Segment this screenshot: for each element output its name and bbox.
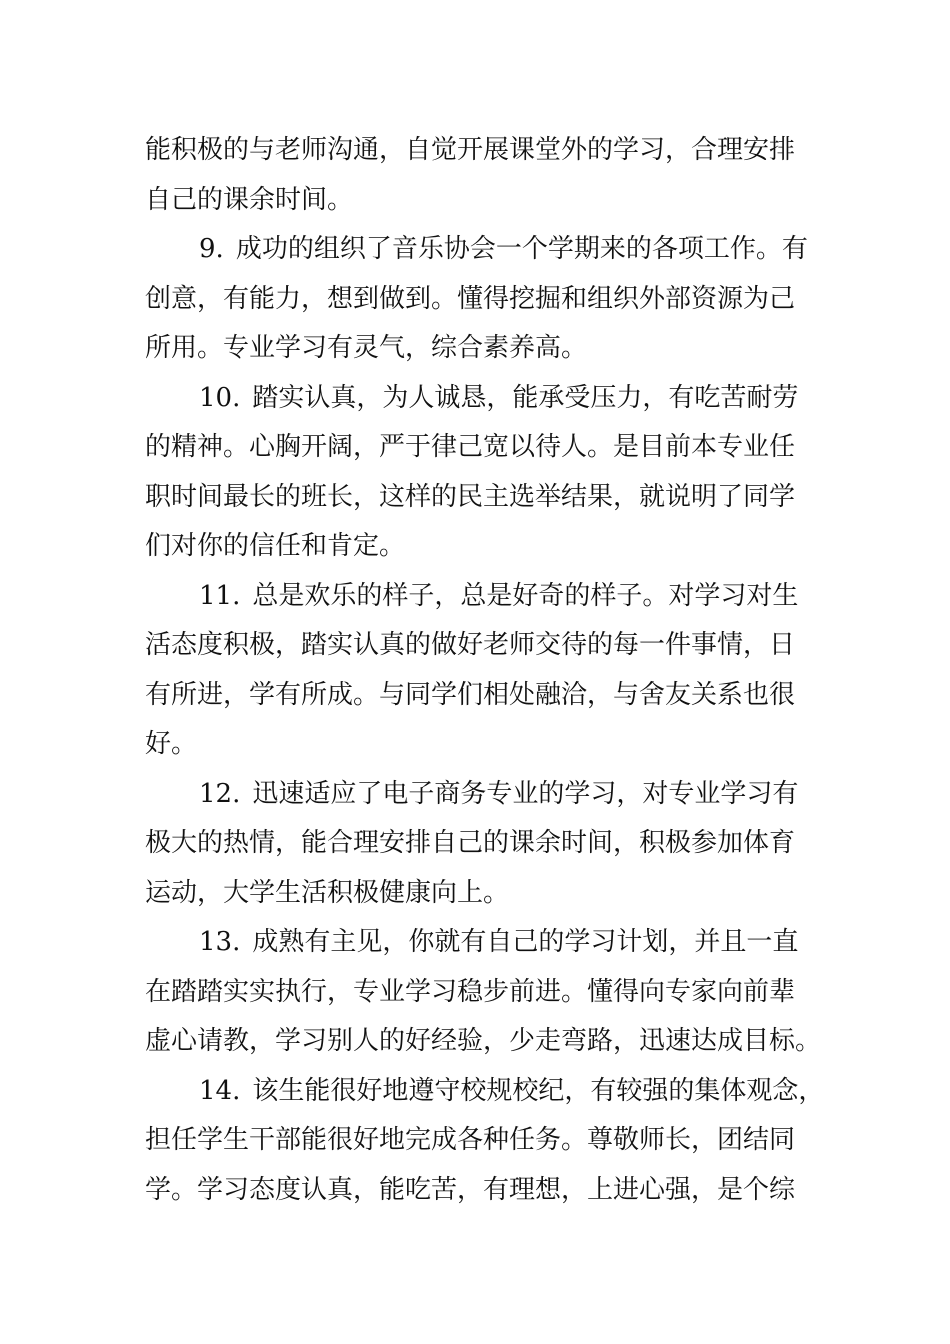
text-line-content: 迅速适应了电子商务专业的学习，对专业学习有	[252, 778, 799, 809]
paragraph-item-14	[145, 1067, 825, 1216]
text-line: 担任学生干部能很好地完成各种任务。尊敬师长，团结同	[145, 1125, 796, 1155]
text-line-content: 成功的组织了音乐协会一个学期来的各项工作。有	[235, 234, 808, 264]
text-line: 的精神。心胸开阔，严于律己宽以待人。是目前本专业任	[145, 432, 796, 462]
paragraph-continuation	[145, 126, 825, 225]
item-number: 10.	[199, 382, 241, 413]
paragraph-item-9	[145, 225, 825, 374]
text-line: 虚心请教，学习别人的好经验，少走弯路，迅速达成目标。	[145, 1026, 822, 1056]
text-line: 学。学习态度认真，能吃苦，有理想，上进心强，是个综	[145, 1174, 796, 1205]
text-line-content: 总是欢乐的样子，总是好奇的样子。对学习对生	[252, 580, 799, 611]
text-line: 极大的热情，能合理安排自己的课余时间，积极参加体育	[145, 828, 796, 858]
item-number: 13.	[199, 927, 241, 957]
text-line: 所用。专业学习有灵气，综合素养高。	[145, 333, 588, 363]
text-line	[145, 225, 825, 275]
text-line: 在踏踏实实执行，专业学习稳步前进。懂得向专家向前辈	[145, 976, 796, 1007]
item-number: 9.	[199, 234, 224, 264]
item-number: 11.	[199, 580, 241, 611]
item-number: 12.	[199, 778, 241, 809]
text-line-content: 该生能很好地遵守校规校纪，有较强的集体观念，	[252, 1075, 825, 1106]
text-line: 好。	[145, 729, 198, 759]
paragraph-item-10	[145, 374, 825, 572]
text-line: 自己的课余时间。	[145, 184, 354, 215]
text-line: 们对你的信任和肯定。	[145, 531, 406, 561]
text-line: 有所进，学有所成。与同学们相处融洽，与舍友关系也很	[145, 679, 796, 710]
text-line: 创意，有能力，想到做到。懂得挖掘和组织外部资源为己	[145, 283, 796, 314]
text-line	[145, 1067, 825, 1117]
text-line: 能积极的与老师沟通，自觉开展课堂外的学习，合理安排	[145, 135, 796, 165]
text-line: 活态度积极，踏实认真的做好老师交待的每一件事情，日	[145, 630, 796, 660]
text-line	[145, 572, 825, 622]
text-line: 职时间最长的班长，这样的民主选举结果，就说明了同学	[145, 481, 796, 512]
text-line: 运动，大学生活积极健康向上。	[145, 877, 510, 908]
text-line	[145, 374, 825, 424]
text-line-content: 踏实认真，为人诚恳，能承受压力，有吃苦耐劳	[252, 382, 799, 413]
paragraph-item-11	[145, 572, 825, 770]
text-line	[145, 918, 825, 968]
text-line	[145, 770, 825, 820]
document-body	[145, 126, 825, 1215]
item-number: 14.	[199, 1075, 241, 1106]
paragraph-item-13	[145, 918, 825, 1067]
paragraph-item-12	[145, 770, 825, 919]
text-line-content: 成熟有主见，你就有自己的学习计划，并且一直	[252, 927, 799, 957]
